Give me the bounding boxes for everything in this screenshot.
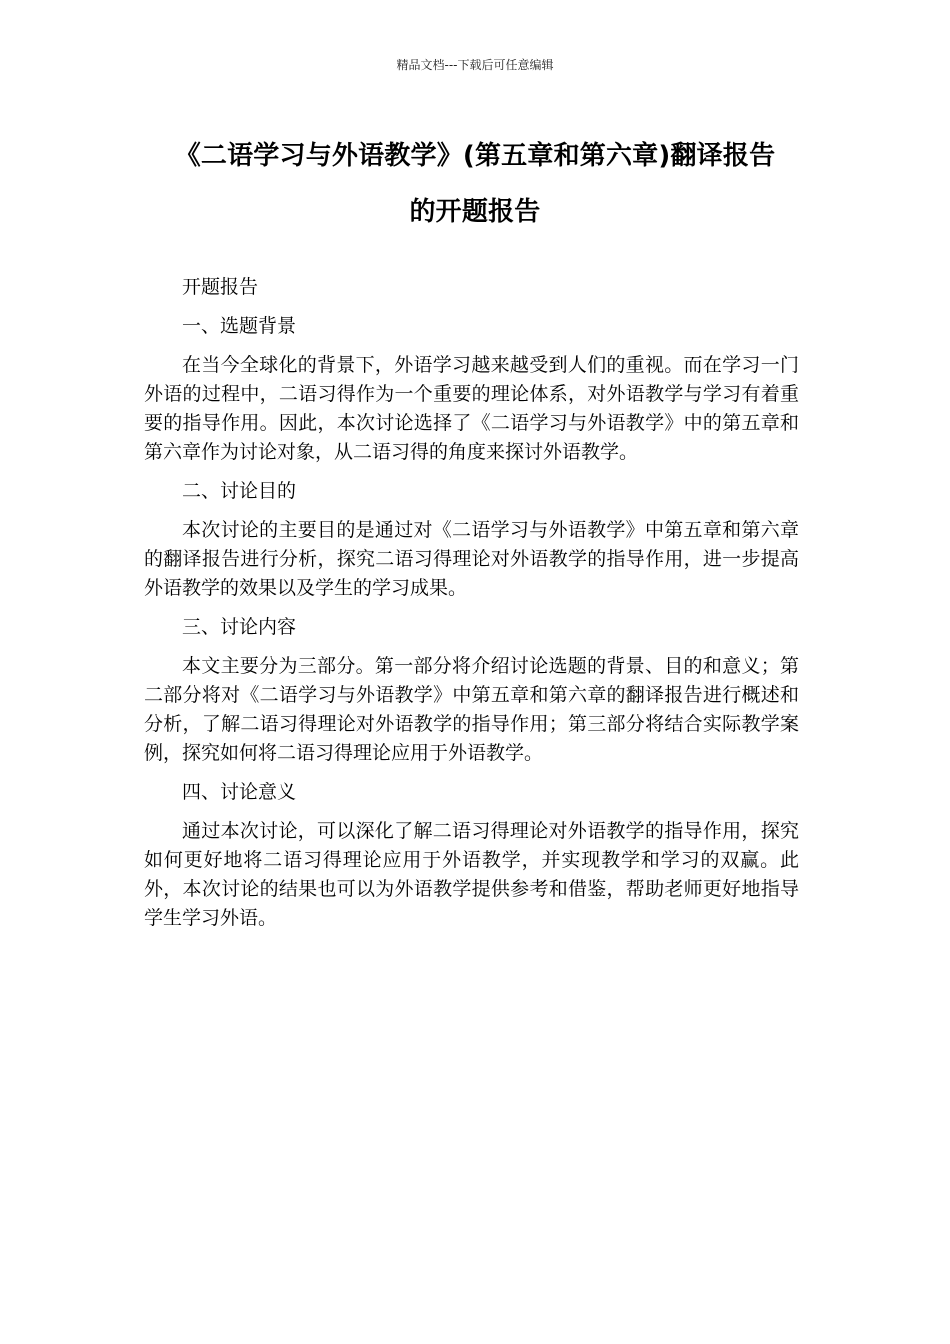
section-paragraph-background: 在当今全球化的背景下，外语学习越来越受到人们的重视。而在学习一门外语的过程中，二语习得作为一个重要的理论体系，对外语教学与学习有着重要的指导作用。因此，本次讨论选择了《二语学习与外语教学》中的第五章和第六章作为讨论对象，从二语习得的角度来探讨外语教学。 bbox=[144, 354, 799, 463]
report-label: 开题报告 bbox=[182, 276, 259, 298]
document-title bbox=[140, 128, 810, 240]
section-paragraph-content: 本文主要分为三部分。第一部分将介绍讨论选题的背景、目的和意义；第二部分将对《二语学习与外语教学》中第五章和第六章的翻译报告进行概述和分析，了解二语习得理论对外语教学的指导作用；第三部分将结合实际教学案例，探究如何将二语习得理论应用于外语教学。 bbox=[144, 655, 799, 764]
document-title-line-1: 《二语学习与外语教学》(第五章和第六章)翻译报告 bbox=[174, 141, 776, 171]
section-paragraph-purpose: 本次讨论的主要目的是通过对《二语学习与外语教学》中第五章和第六章的翻译报告进行分析，探究二语习得理论对外语教学的指导作用，进一步提高外语教学的效果以及学生的学习成果。 bbox=[144, 519, 799, 599]
document-title-line-2: 的开题报告 bbox=[409, 197, 541, 227]
section-heading-purpose: 二、讨论目的 bbox=[182, 480, 297, 502]
section-heading-significance: 四、讨论意义 bbox=[182, 781, 297, 803]
header-note: 精品文档---下载后可任意编辑 bbox=[396, 58, 554, 72]
section-heading-content: 三、讨论内容 bbox=[182, 616, 297, 638]
section-heading-background: 一、选题背景 bbox=[182, 315, 297, 337]
section-paragraph-significance: 通过本次讨论，可以深化了解二语习得理论对外语教学的指导作用，探究如何更好地将二语习得理论应用于外语教学，并实现教学和学习的双赢。此外，本次讨论的结果也可以为外语教学提供参考和借鉴，帮助老师更好地指导学生学习外语。 bbox=[144, 820, 799, 929]
document-body bbox=[144, 270, 799, 943]
